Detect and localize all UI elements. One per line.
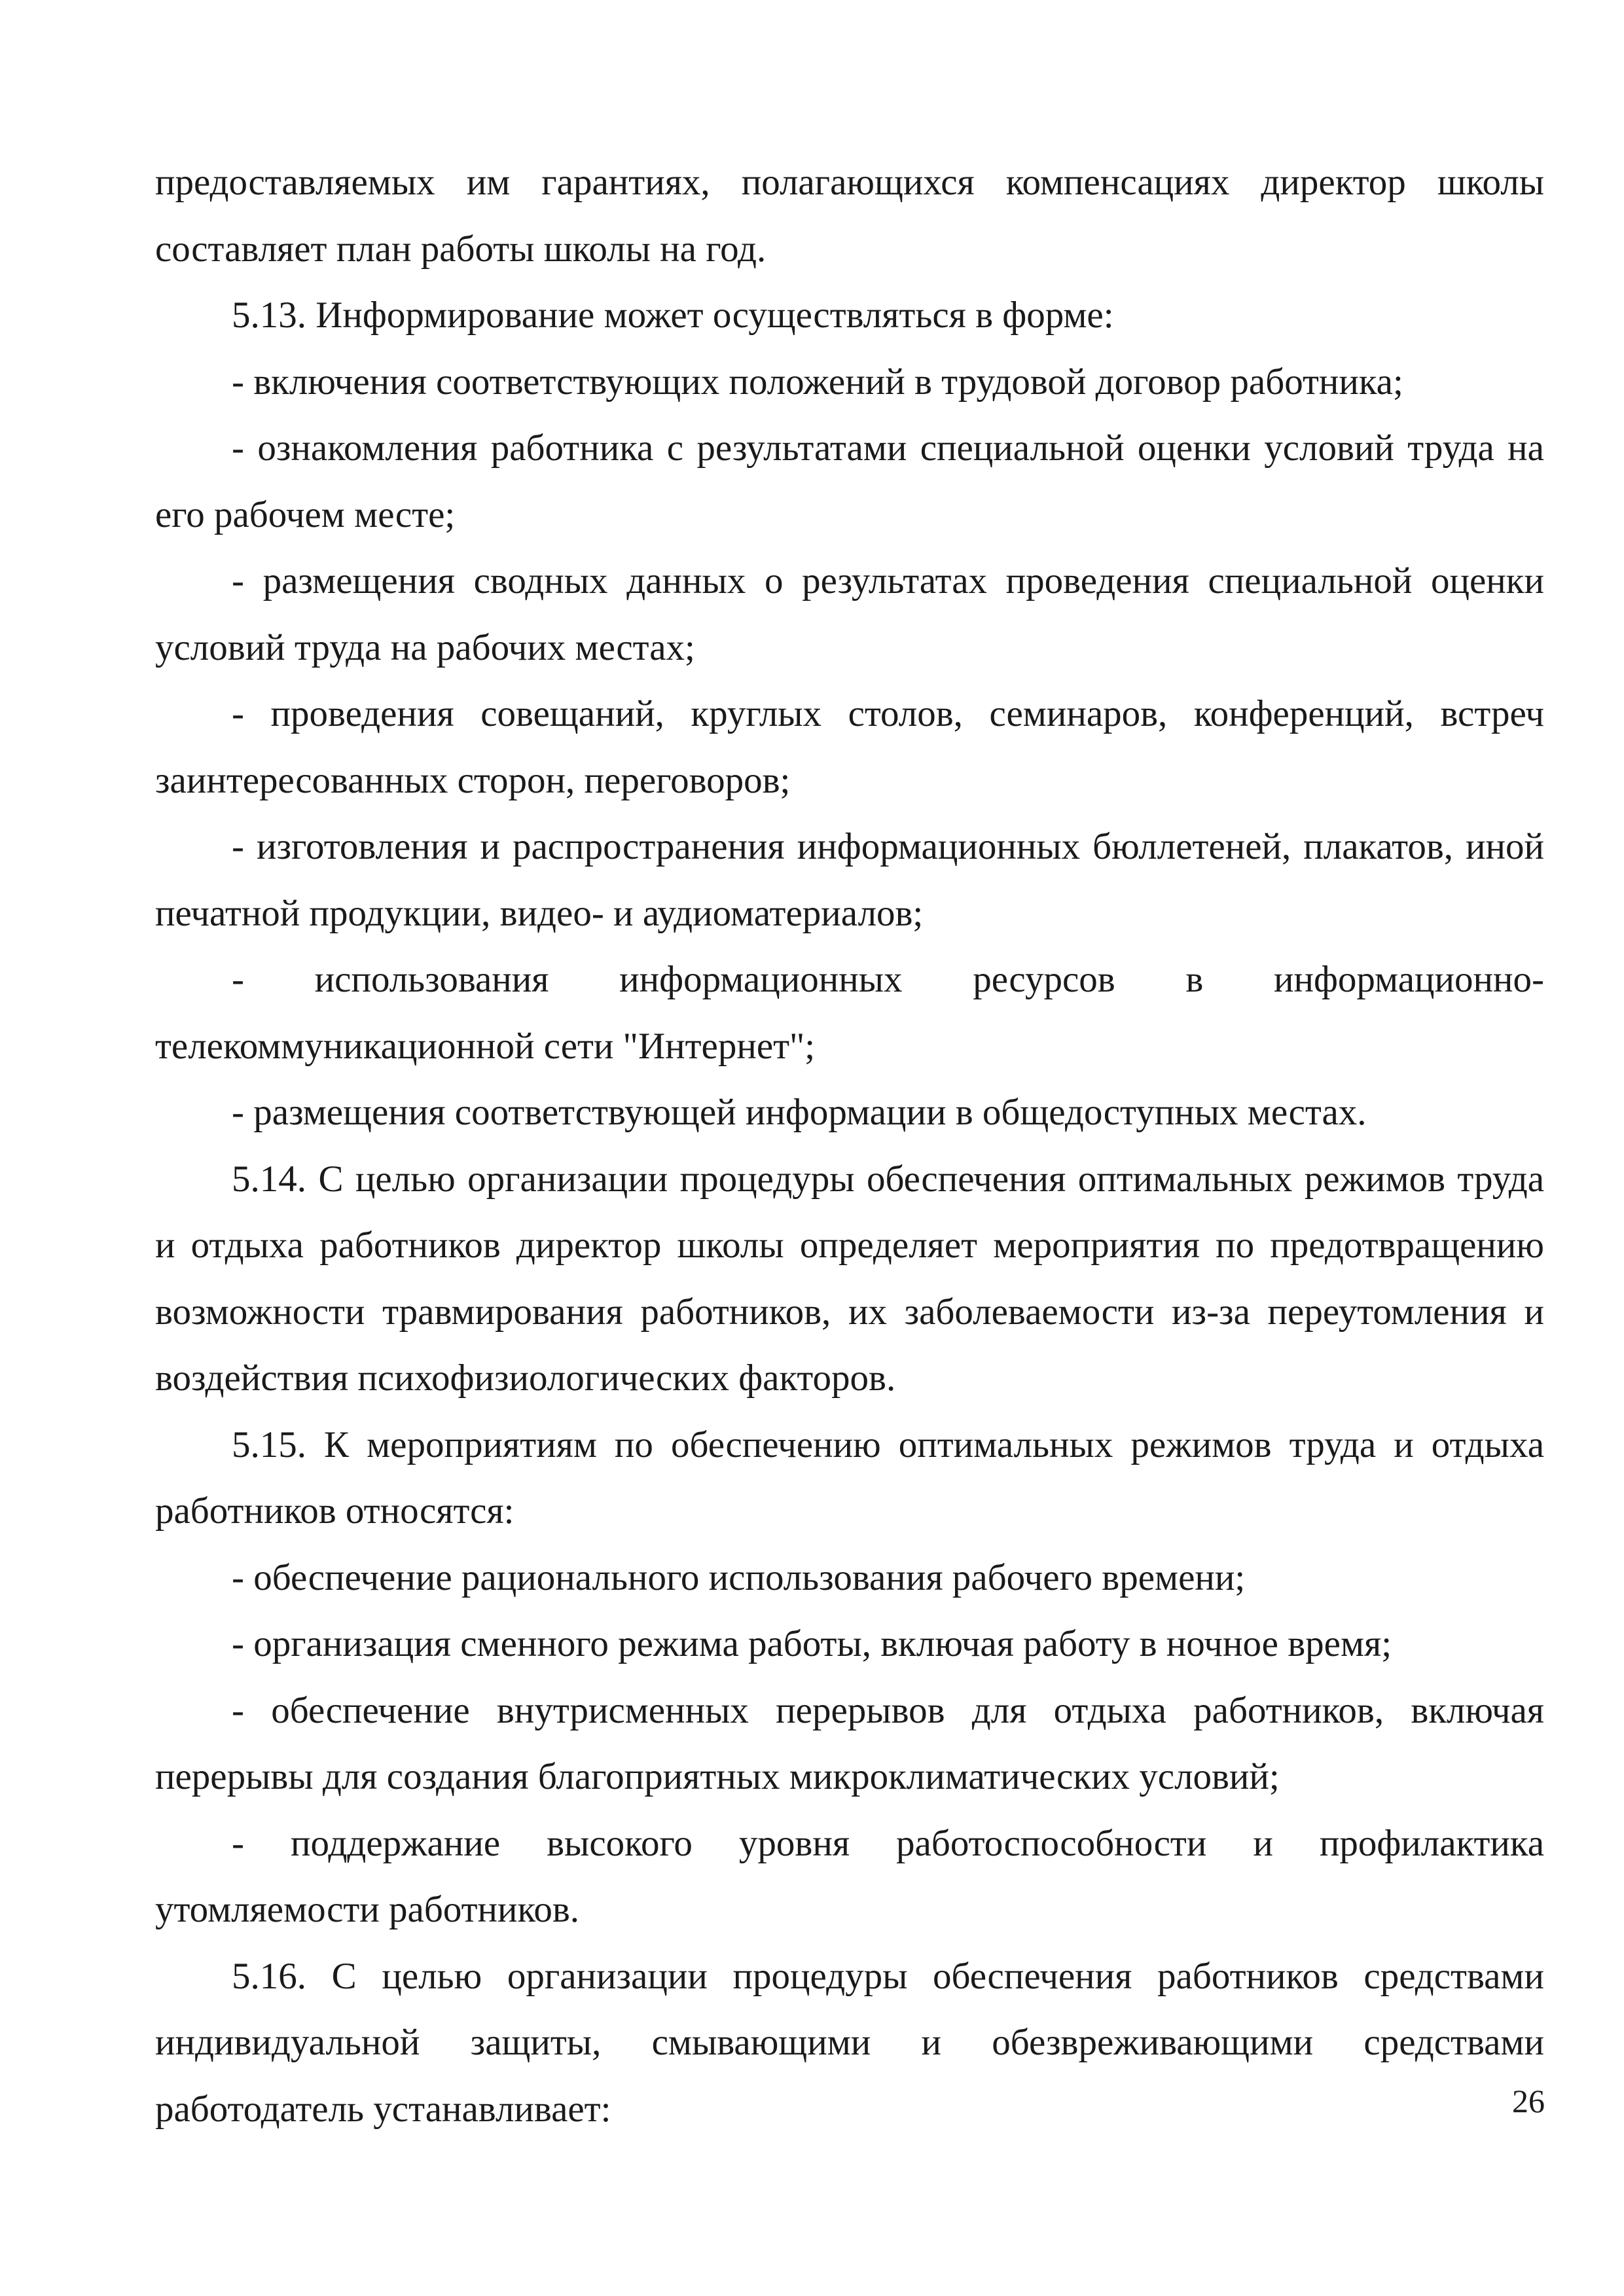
paragraph: - организация сменного режима работы, включая работу в ночное время; <box>232 1623 1392 1664</box>
paragraph: - обеспечение рационального использования рабочего времени; <box>232 1556 1246 1598</box>
document-body <box>155 149 1544 2142</box>
paragraph: - включения соответствующих положений в трудовой договор работника; <box>232 361 1403 403</box>
paragraph: - обеспечение внутрисменных перерывов для отдыха работников, включая перерывы для создания благоприятных микроклиматических условий; <box>155 1689 1544 1797</box>
paragraph: 5.13. Информирование может осуществляться в форме: <box>232 295 1114 336</box>
page-number: 26 <box>1512 2083 1545 2119</box>
paragraph: 5.14. С целью организации процедуры обеспечения оптимальных режимов труда и отдыха работников директор школы определяет мероприятия по предотвращению возможности травмирования работников, их заболеваемости из-за переутомления и воздействия психофизиологических факторов. <box>155 1158 1544 1399</box>
paragraph: 5.15. К мероприятиям по обеспечению оптимальных режимов труда и отдыха работников относятся: <box>155 1424 1544 1532</box>
paragraph: - изготовления и распространения информационных бюллетеней, плакатов, иной печатной продукции, видео- и аудиоматериалов; <box>155 826 1544 934</box>
paragraph: - размещения сводных данных о результатах проведения специальной оценки условий труда на рабочих местах; <box>155 560 1544 668</box>
paragraph: предоставляемых им гарантиях, полагающихся компенсациях директор школы составляет план работы школы на год. <box>155 162 1544 270</box>
paragraph: 5.16. С целью организации процедуры обеспечения работников средствами индивидуальной защиты, смывающими и обезвреживающими средствами работодатель устанавливает: <box>155 1955 1544 2130</box>
paragraph: - ознакомления работника с результатами специальной оценки условий труда на его рабочем месте; <box>155 427 1544 535</box>
paragraph: - проведения совещаний, круглых столов, семинаров, конференций, встреч заинтересованных сторон, переговоров; <box>155 693 1544 801</box>
paragraph: - использования информационных ресурсов в информационно-телекоммуникационной сети "Интернет"; <box>155 959 1544 1067</box>
paragraph: - размещения соответствующей информации в общедоступных местах. <box>232 1092 1367 1133</box>
paragraph: - поддержание высокого уровня работоспособности и профилактика утомляемости работников. <box>155 1822 1544 1930</box>
